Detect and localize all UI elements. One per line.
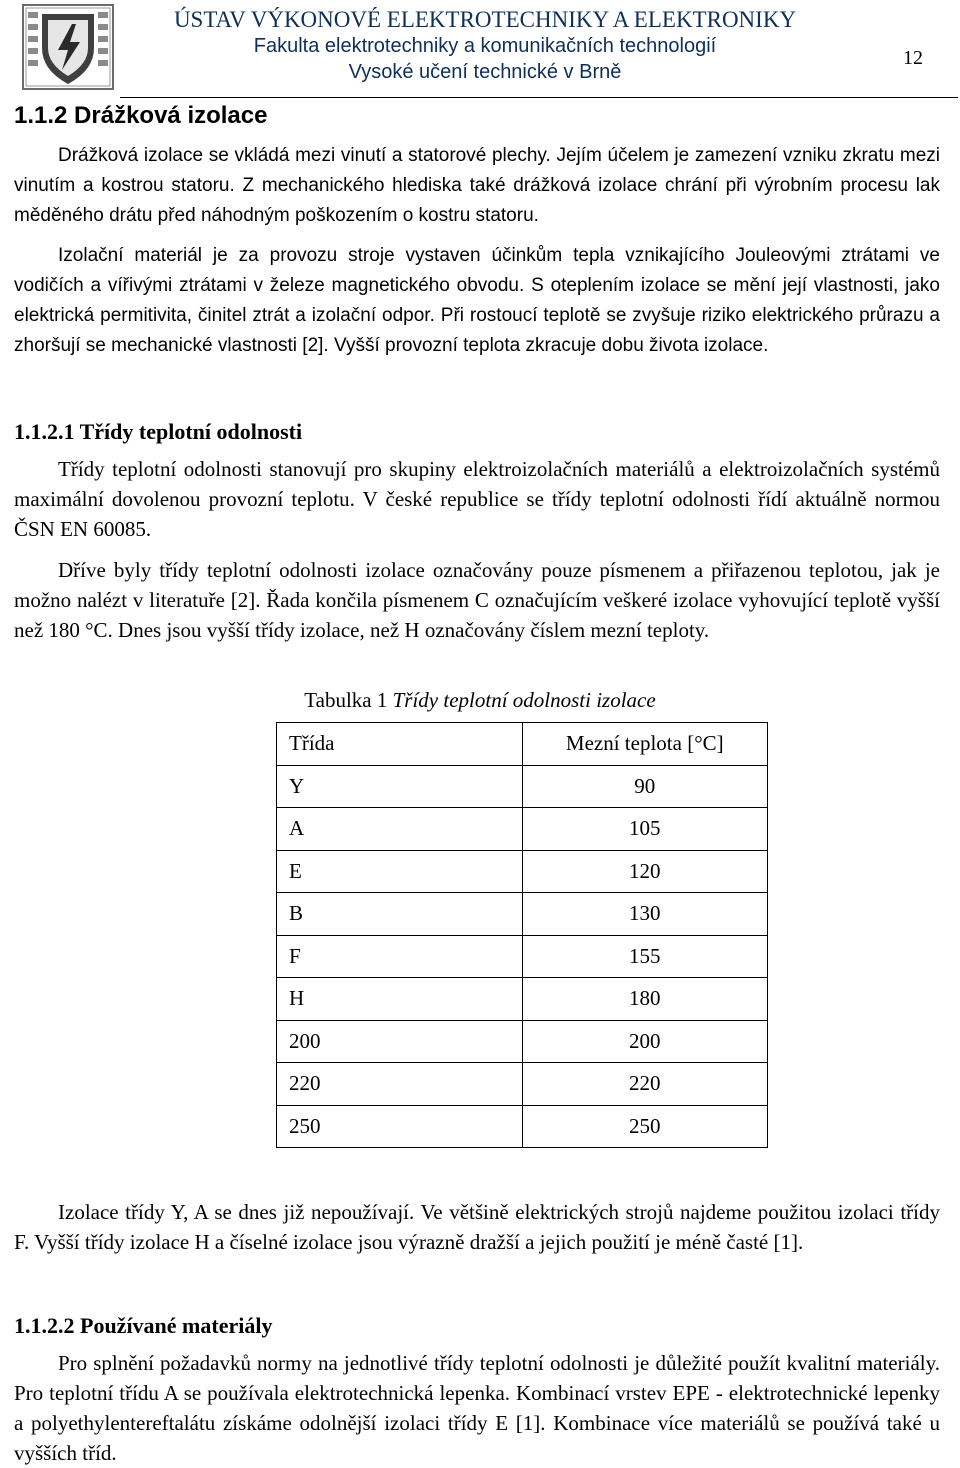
table-row: [277, 893, 768, 936]
table-cell-class: E: [277, 850, 523, 893]
table-cell-class: H: [277, 978, 523, 1021]
header-faculty: Fakulta elektrotechniky a komunikačních technologií: [253, 35, 717, 57]
table-row: [277, 935, 768, 978]
page-number: 12: [903, 47, 923, 69]
table-cell-temperature: 105: [522, 808, 768, 851]
table-header-class: Třída: [277, 723, 523, 766]
section-title: 1.1.2 Drážková izolace: [14, 102, 268, 129]
section-paragraph-2: Izolační materiál je za provozu stroje vystaven účinkům tepla vznikajícího Jouleovými ztrátami ve vodičích a vířivými ztrátami v železe magnetického obvodu. S oteplením izolace se mění její vlastnosti, jako elektrická permitivita, činitel ztrát a izolační odpor. Při rostoucí teplotě se zvyšuje riziko elektrického průrazu a zhoršují se mechanické vlastnosti [2]. Vyšší provozní teplota zkracuje dobu života izolace.: [14, 245, 940, 356]
subsection-2-title: 1.1.2.2 Používané materiály: [14, 1313, 273, 1338]
header-university: Vysoké učení technické v Brně: [348, 61, 622, 83]
table-cell-class: 250: [277, 1105, 523, 1148]
table-cell-class: 200: [277, 1020, 523, 1063]
subsection-1-paragraph-2: Dříve byly třídy teplotní odolnosti izolace označovány pouze písmenem a přiřazenou teplotou, jak je možno nalézt v literatuře [2]. Řada končila písmenem C označujícím veškeré izolace vyhovující teplotě vyšší než 180 °C. Dnes jsou vyšší třídy izolace, než H označovány číslem mezní teploty.: [14, 558, 940, 642]
table-row: [277, 1105, 768, 1148]
table-row: [277, 808, 768, 851]
table-header-row: [277, 723, 768, 766]
shield-logo-icon: [22, 4, 114, 90]
faculty-shield-logo: [22, 4, 114, 90]
table-row: [277, 978, 768, 1021]
table-cell-class: Y: [277, 765, 523, 808]
table-cell-class: A: [277, 808, 523, 851]
subsection-1-title: 1.1.2.1 Třídy teplotní odolnosti: [14, 419, 303, 444]
table-caption-title: Třídy teplotní odolnosti izolace: [392, 688, 656, 712]
subsection-2-paragraph: Pro splnění požadavků normy na jednotlivé třídy teplotní odolnosti je důležité použít kvalitní materiály. Pro teplotní třídu A se používala elektrotechnická lepenka. Kombinací vrstev EPE - elektrotechnické lepenky a polyethylentereftalátu získáme odolnější izolaci třídy E [1]. Kombinace více materiálů se používá také u vyšších tříd.: [14, 1351, 940, 1465]
table-cell-temperature: 155: [522, 935, 768, 978]
table-cell-temperature: 90: [522, 765, 768, 808]
table-row: [277, 1063, 768, 1106]
table-row: [277, 850, 768, 893]
section-paragraph-1: Drážková izolace se vkládá mezi vinutí a statorové plechy. Jejím účelem je zamezení vzniku zkratu mezi vinutím a kostrou statoru. Z mechanického hlediska také drážková izolace chrání při výrobním procesu lak měděného drátu před náhodným poškozením o kostru statoru.: [14, 145, 940, 226]
table-cell-temperature: 200: [522, 1020, 768, 1063]
table-row: [277, 765, 768, 808]
temperature-class-table: [276, 722, 768, 1148]
table-cell-temperature: 130: [522, 893, 768, 936]
table-cell-temperature: 220: [522, 1063, 768, 1106]
table-cell-class: B: [277, 893, 523, 936]
table-caption-label: Tabulka 1: [304, 688, 388, 712]
table-row: [277, 1020, 768, 1063]
table-cell-class: F: [277, 935, 523, 978]
table-cell-temperature: 250: [522, 1105, 768, 1148]
table-cell-temperature: 120: [522, 850, 768, 893]
table-header-limit-temperature: Mezní teplota [°C]: [522, 723, 768, 766]
after-table-paragraph: Izolace třídy Y, A se dnes již nepoužívají. Ve většině elektrických strojů najdeme použitou izolaci třídy F. Vyšší třídy izolace H a číselné izolace jsou výrazně dražší a jejich použití je méně časté [1].: [14, 1200, 940, 1254]
subsection-1-paragraph-1: Třídy teplotní odolnosti stanovují pro skupiny elektroizolačních materiálů a elektroizolačních systémů maximální dovolenou provozní teplotu. V české republice se třídy teplotní odolnosti řídí aktuálně normou ČSN EN 60085.: [14, 457, 940, 541]
table-cell-class: 220: [277, 1063, 523, 1106]
header-divider: [120, 97, 958, 98]
header-institute: ÚSTAV VÝKONOVÉ ELEKTROTECHNIKY A ELEKTRONIKY: [173, 7, 797, 32]
table-cell-temperature: 180: [522, 978, 768, 1021]
table-caption: [0, 688, 960, 713]
